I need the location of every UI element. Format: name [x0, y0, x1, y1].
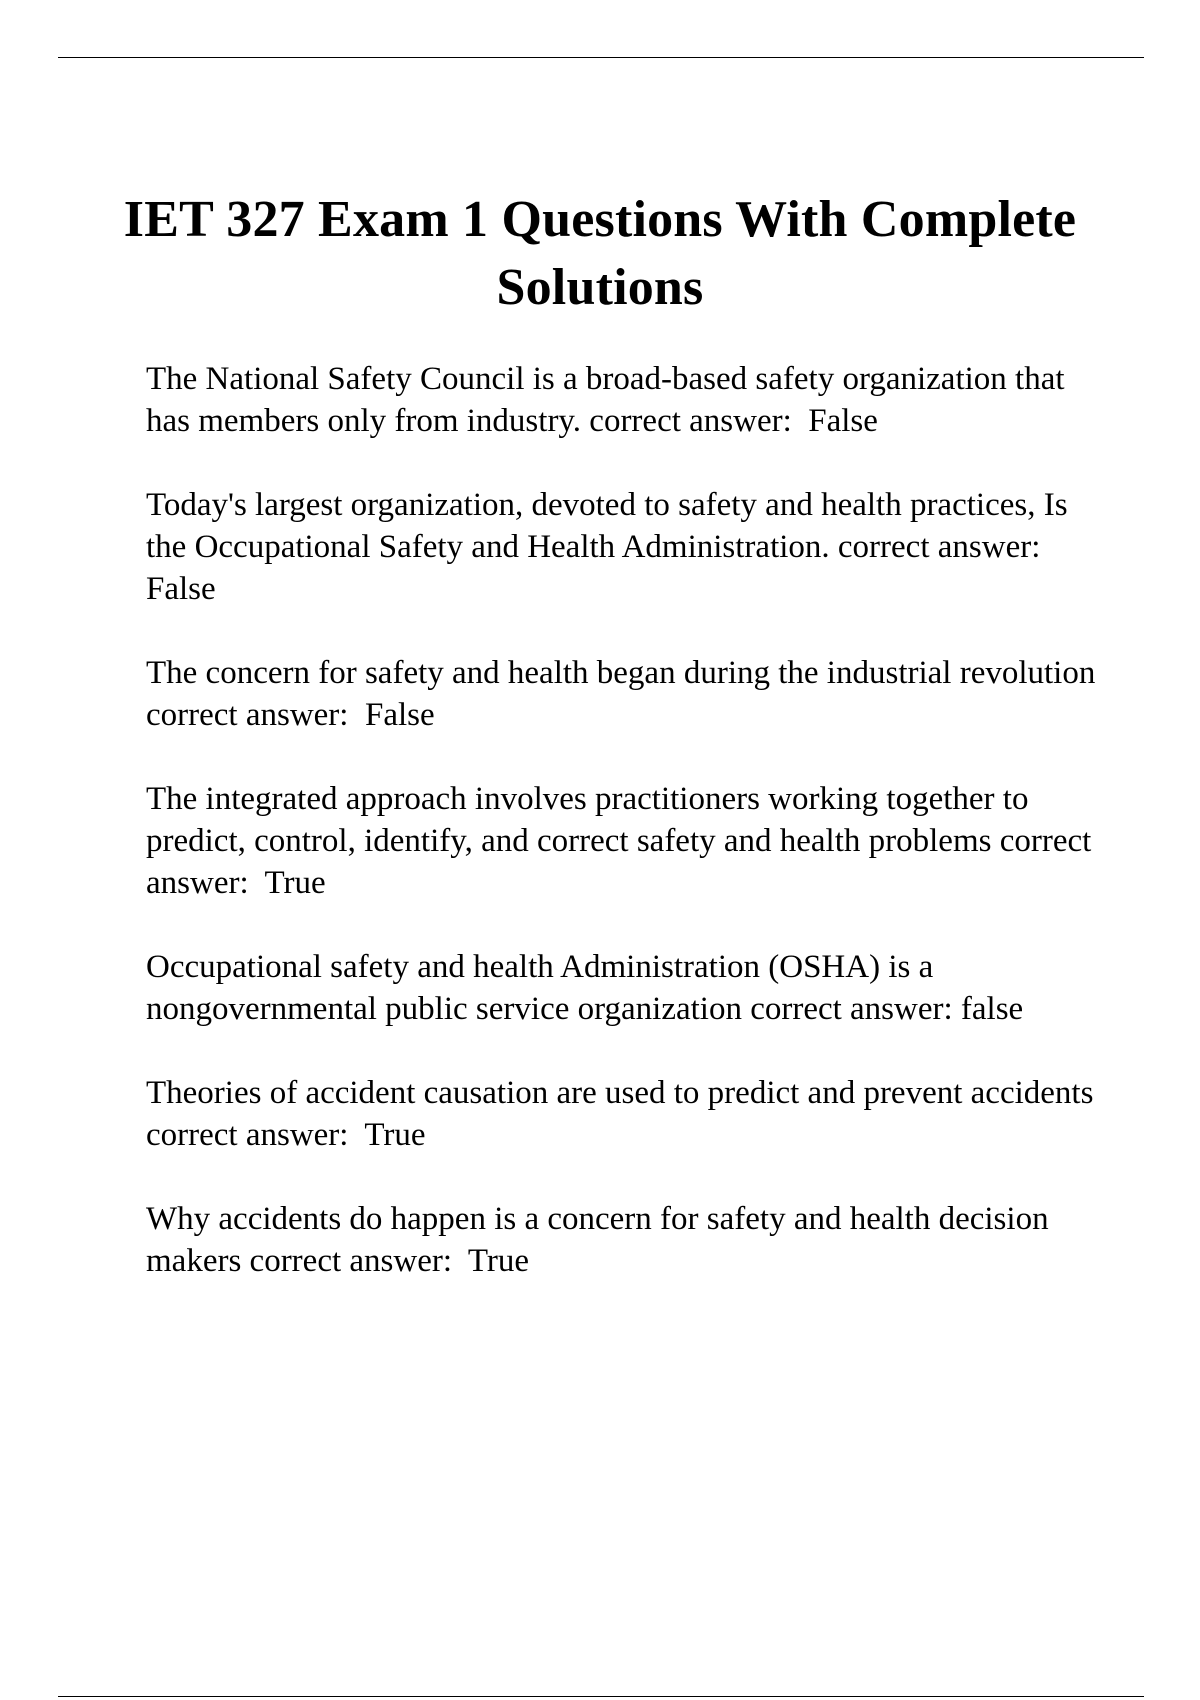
- question-list: [146, 358, 1106, 1324]
- question-item-7: Why accidents do happen is a concern for safety and health decision makers correct answer: True: [146, 1201, 1057, 1279]
- question-item-5: Occupational safety and health Administration (OSHA) is a nongovernmental public service organization correct answer: false: [146, 949, 1024, 1027]
- top-rule: [58, 57, 1144, 58]
- question-item-4: The integrated approach involves practitioners working together to predict, control, identify, and correct safety and health problems correct answer: True: [146, 781, 1100, 901]
- question-item-2: Today's largest organization, devoted to safety and health practices, Is the Occupational Safety and Health Administration. correct answer: False: [146, 487, 1076, 607]
- bottom-rule: [58, 1696, 1144, 1697]
- question-item-1: The National Safety Council is a broad-based safety organization that has members only from industry. correct answer: False: [146, 361, 1073, 439]
- question-item-6: Theories of accident causation are used to predict and prevent accidents correct answer: True: [146, 1075, 1102, 1153]
- document-title: IET 327 Exam 1 Questions With Complete Solutions: [123, 191, 1077, 316]
- question-item-3: The concern for safety and health began during the industrial revolution correct answer: False: [146, 655, 1104, 733]
